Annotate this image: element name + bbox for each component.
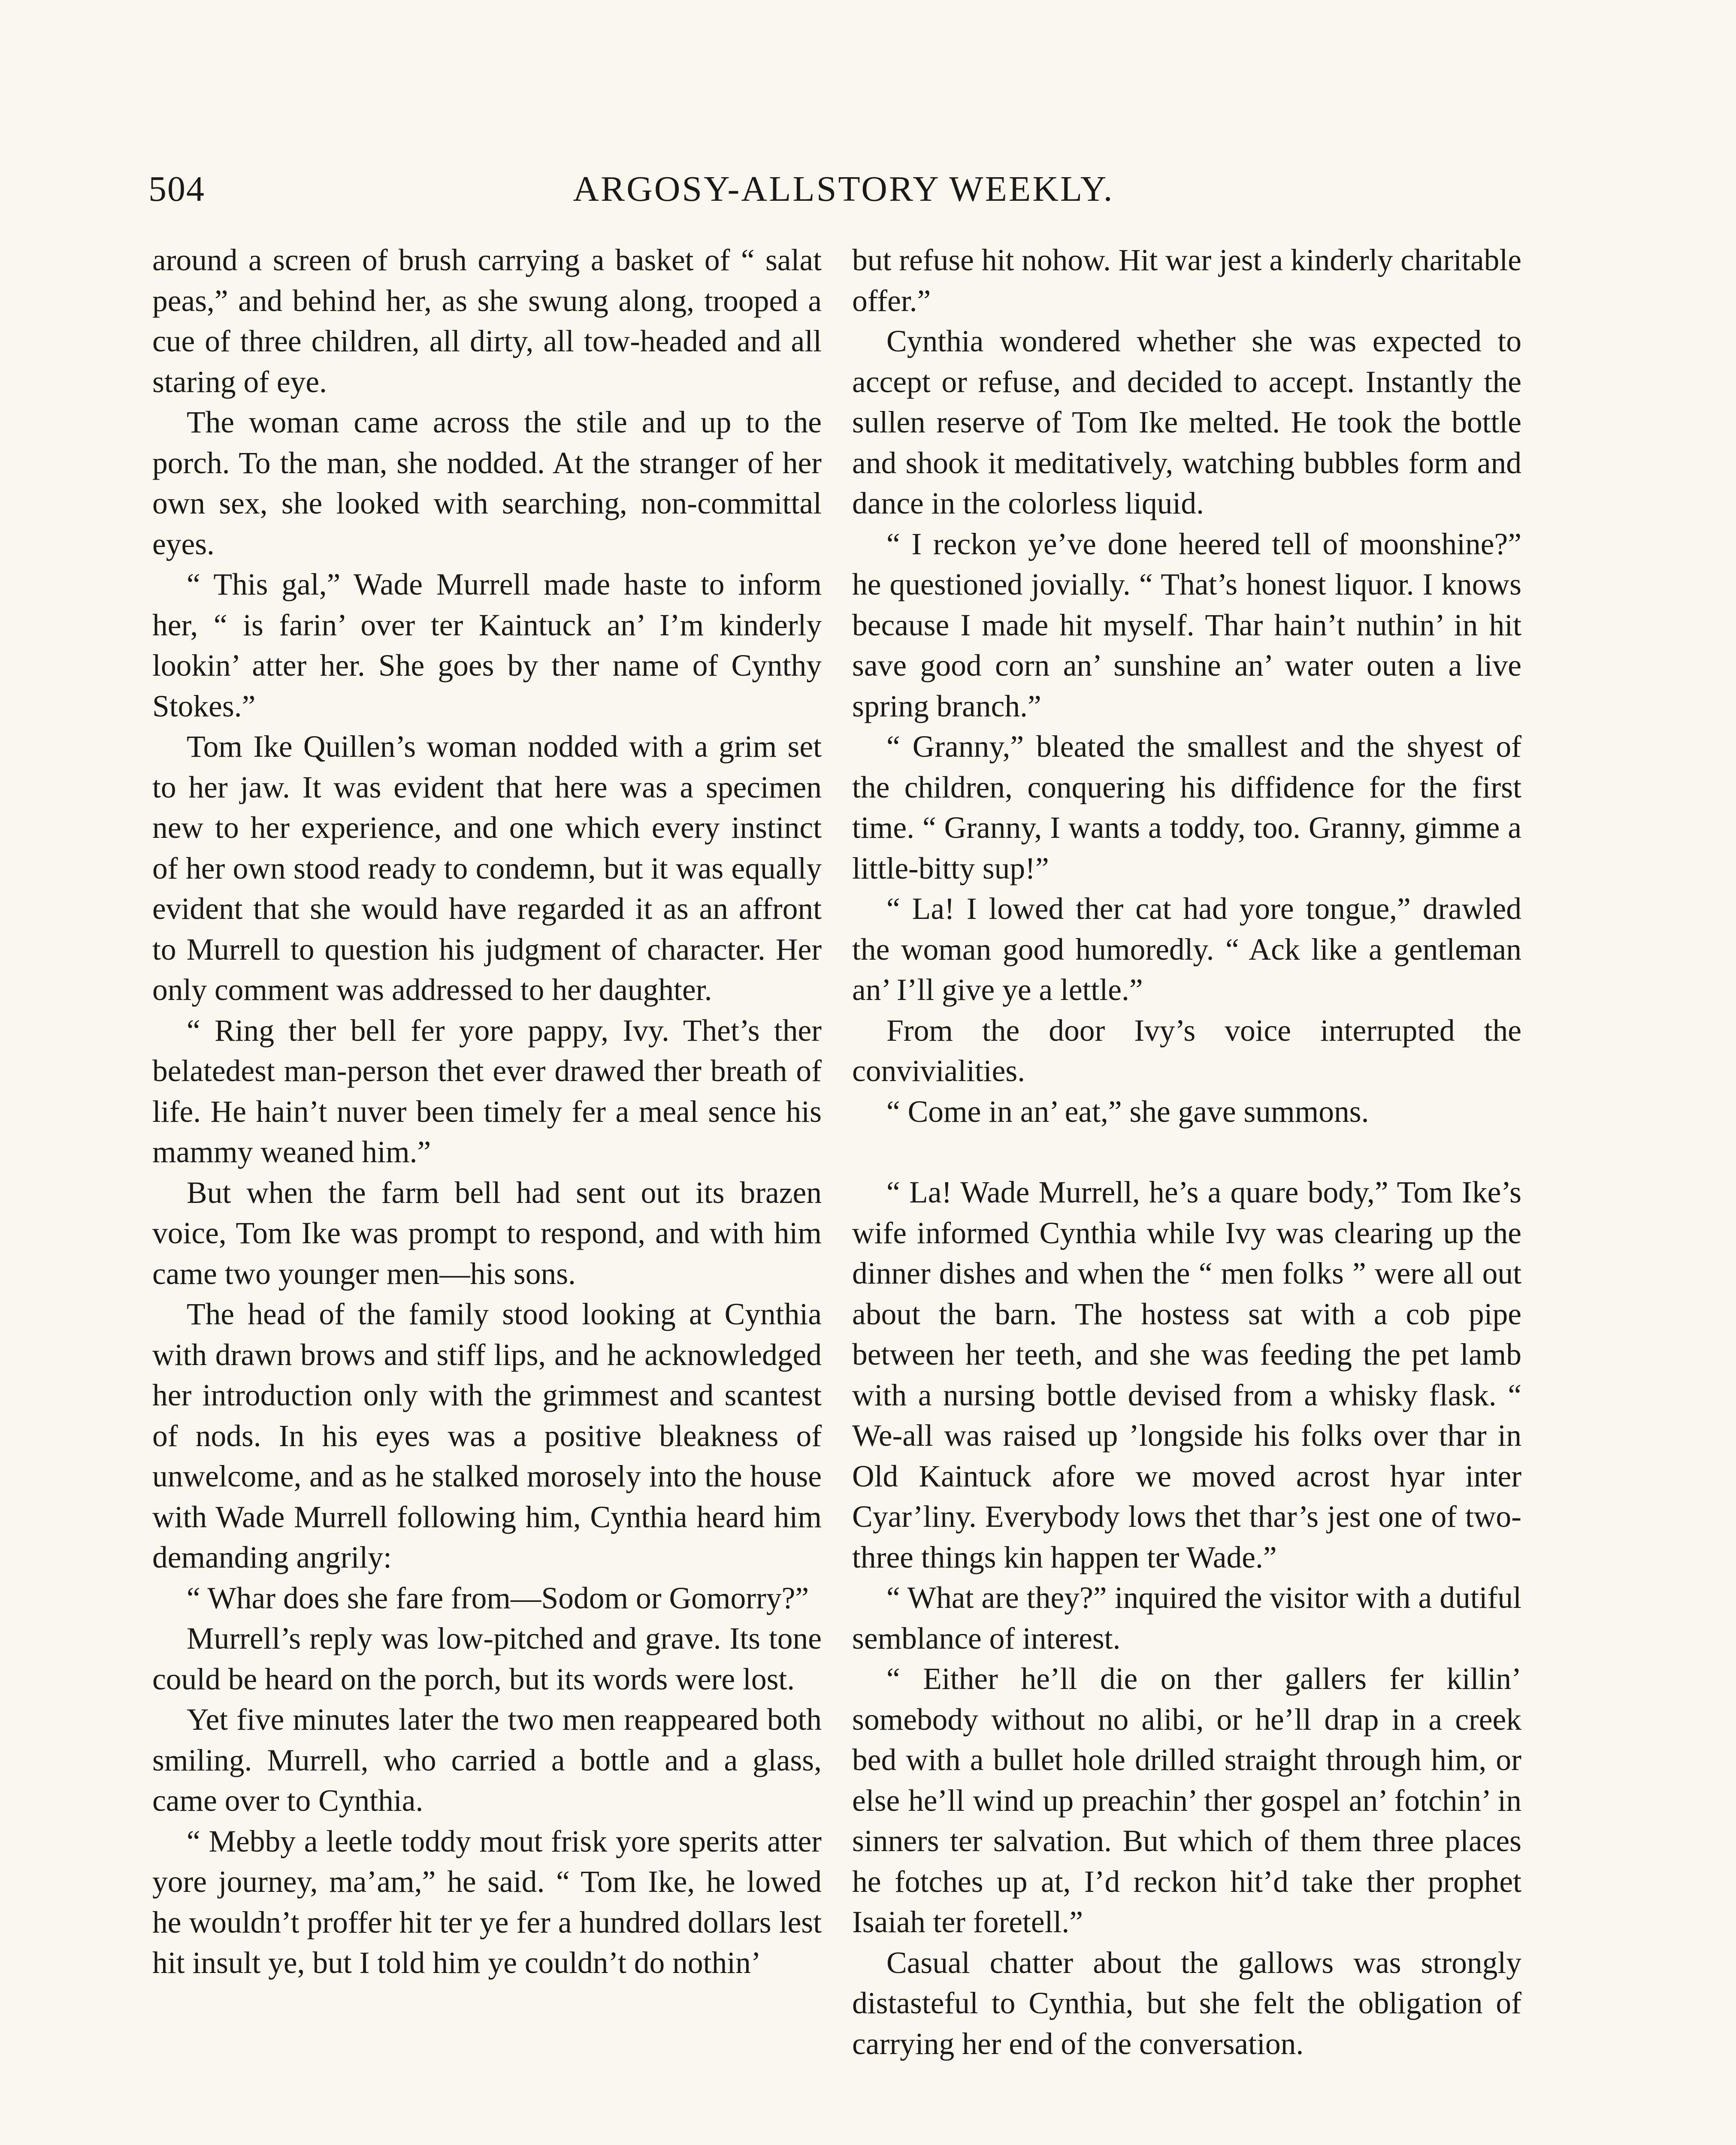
paragraph: “ Ring ther bell fer yore pappy, Ivy. Thet’s ther belatedest man-person thet ever drawed ther breath of life. He hain’t nuver been timely fer a meal sence his mammy weaned him.” bbox=[152, 1013, 822, 1169]
paragraph: “ Mebby a leetle toddy mout frisk yore sperits atter yore journey, ma’am,” he said. “ Tom Ike, he lowed he wouldn’t proffer hit ter ye fer a hundred dollars lest hit insult ye, but I told him ye couldn’t do nothin’ bbox=[152, 1824, 822, 1980]
paragraph: “ Granny,” bleated the smallest and the shyest of the children, conquering his diffidence for the first time. “ Granny, I wants a toddy, too. Granny, gimme a little-bitty sup!” bbox=[852, 730, 1521, 885]
paragraph: “ What are they?” inquired the visitor with a dutiful semblance of interest. bbox=[852, 1581, 1521, 1656]
paragraph: But when the farm bell had sent out its brazen voice, Tom Ike was prompt to respond, and with him came two younger men—his sons. bbox=[152, 1175, 822, 1291]
paragraph: around a screen of brush carrying a basket of “ salat peas,” and behind her, as she swung along, trooped a cue of three children, all dirty, all tow-headed and all staring of eye. bbox=[152, 243, 822, 399]
paragraph: but refuse hit nohow. Hit war jest a kinderly charitable offer.” bbox=[852, 243, 1521, 318]
paragraph: “ Either he’ll die on ther gallers fer killin’ somebody without no alibi, or he’ll drap in a creek bed with a bullet hole drilled straight through him, or else he’ll wind up preachin’ ther gospel an’ fotchin’ in sinners ter salvation. But which of them three places he fotches up at, I’d reckon hit’d take ther prophet Isaiah ter foretell.” bbox=[852, 1662, 1521, 1939]
paragraph: “ Whar does she fare from—Sodom or Gomorry?” bbox=[187, 1581, 809, 1615]
paragraph: “ This gal,” Wade Murrell made haste to inform her, “ is farin’ over ter Kaintuck an’ I’m kinderly lookin’ atter her. She goes by ther name of Cynthy Stokes.” bbox=[152, 568, 822, 723]
paragraph: “ La! Wade Murrell, he’s a quare body,” Tom Ike’s wife informed Cynthia while Ivy was clearing up the dinner dishes and when the “ men folks ” were all out about the barn. The hostess sat with a cob pipe between her teeth, and she was feeding the pet lamb with a nursing bottle devised from a whisky flask. “ We-all was raised up ’longside his folks over thar in Old Kaintuck afore we moved acrost hyar inter Cyar’liny. Everybody lows thet thar’s jest one of two-three things kin happen ter Wade.” bbox=[852, 1175, 1521, 1574]
left-column bbox=[152, 240, 822, 1984]
paragraph: Casual chatter about the gallows was strongly distasteful to Cynthia, but she felt the obligation of carrying her end of the conversation. bbox=[852, 1946, 1521, 2061]
paragraph: From the door Ivy’s voice interrupted the convivialities. bbox=[852, 1013, 1521, 1088]
page-header bbox=[148, 168, 1539, 224]
paragraph: “ La! I lowed ther cat had yore tongue,” drawled the woman good humoredly. “ Ack like a gentleman an’ I’ll give ye a lettle.” bbox=[852, 892, 1521, 1007]
paragraph: Yet five minutes later the two men reappeared both smiling. Murrell, who carried a bottle and a glass, came over to Cynthia. bbox=[152, 1703, 822, 1818]
paragraph: Tom Ike Quillen’s woman nodded with a grim set to her jaw. It was evident that here was a specimen new to her experience, and one which every instinct of her own stood ready to condemn, but it was equally evident that she would have regarded it as an affront to Murrell to question his judgment of character. Her only comment was addressed to her daughter. bbox=[152, 730, 822, 1007]
right-column bbox=[852, 240, 1521, 2064]
paragraph: Cynthia wondered whether she was expected to accept or refuse, and decided to accept. Instantly the sullen reserve of Tom Ike melted. He took the bottle and shook it meditatively, watching bubbles form and dance in the colorless liquid. bbox=[852, 324, 1521, 520]
running-title: ARGOSY-ALLSTORY WEEKLY. bbox=[573, 169, 1114, 209]
paragraph: Murrell’s reply was low-pitched and grave. Its tone could be heard on the porch, but its words were lost. bbox=[152, 1622, 822, 1696]
page-number: 504 bbox=[148, 169, 205, 209]
paragraph: The head of the family stood looking at Cynthia with drawn brows and stiff lips, and he acknowledged her introduction only with the grimmest and scantest of nods. In his eyes was a positive bleakness of unwelcome, and as he stalked morosely into the house with Wade Murrell following him, Cynthia heard him demanding angrily: bbox=[152, 1297, 822, 1574]
paragraph: “ I reckon ye’ve done heered tell of moonshine?” he questioned jovially. “ That’s honest liquor. I knows because I made hit myself. Thar hain’t nuthin’ in hit save good corn an’ sunshine an’ water outen a live spring branch.” bbox=[852, 527, 1521, 723]
paragraph: The woman came across the stile and up to the porch. To the man, she nodded. At the stranger of her own sex, she looked with searching, non-committal eyes. bbox=[152, 405, 822, 561]
paragraph: “ Come in an’ eat,” she gave summons. bbox=[886, 1094, 1369, 1129]
